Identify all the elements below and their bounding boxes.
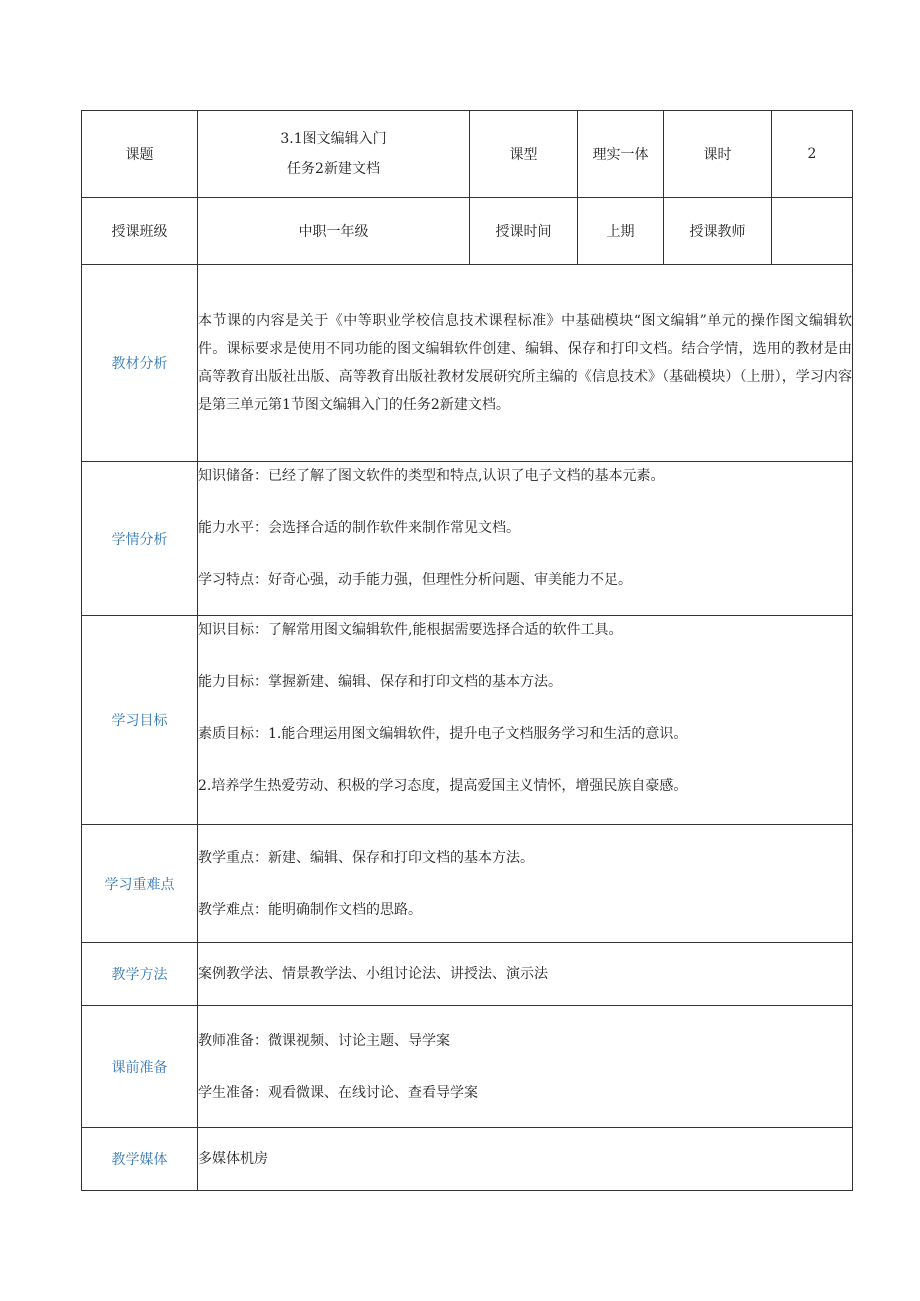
objectives-text <box>198 616 853 825</box>
preparation-label: 课前准备 <box>82 1006 198 1128</box>
preparation-row <box>82 1006 853 1128</box>
topic-label: 课题 <box>82 111 198 198</box>
class-value: 中职一年级 <box>198 198 470 265</box>
media-row <box>82 1128 853 1191</box>
class-row <box>82 198 853 265</box>
teacher-label: 授课教师 <box>664 198 772 265</box>
objectives-row <box>82 616 853 825</box>
material-label: 教材分析 <box>82 265 198 462</box>
type-value: 理实一体 <box>578 111 664 198</box>
objectives-line-3: 素质目标：1.能合理运用图文编辑软件，提升电子文档服务学习和生活的意识。 <box>198 726 688 742</box>
topic-row <box>82 111 853 198</box>
methods-label: 教学方法 <box>82 943 198 1006</box>
keypoints-label: 学习重难点 <box>82 825 198 943</box>
media-text: 多媒体机房 <box>198 1128 853 1191</box>
material-paragraph: 本节课的内容是关于《中等职业学校信息技术课程标准》中基础模块“图文编辑”单元的操作图文编辑软件。课标要求是使用不同功能的图文编辑软件创建、编辑、保存和打印文档。结合学情，选用的教材是由高等教育出版社出版、高等教育出版社教材发展研究所主编的《信息技术》（基础模块）（上册），学习内容是第三单元第1节图文编辑入门的任务2新建文档。 <box>198 313 852 413</box>
learner-line-1: 知识储备：已经了解了图文软件的类型和特点,认识了电子文档的基本元素。 <box>198 468 665 484</box>
learner-text <box>198 462 853 616</box>
objectives-line-2: 能力目标：掌握新建、编辑、保存和打印文档的基本方法。 <box>198 674 562 690</box>
learner-row <box>82 462 853 616</box>
topic-line-1: 3.1图文编辑入门 <box>280 131 387 147</box>
methods-row <box>82 943 853 1006</box>
objectives-line-1: 知识目标：了解常用图文编辑软件,能根据需要选择合适的软件工具。 <box>198 622 623 638</box>
keypoints-line-2: 教学难点：能明确制作文档的思路。 <box>198 901 422 918</box>
learner-line-3: 学习特点：好奇心强，动手能力强，但理性分析问题、审美能力不足。 <box>198 572 632 588</box>
learner-label: 学情分析 <box>82 462 198 616</box>
learner-line-2: 能力水平：会选择合适的制作软件来制作常见文档。 <box>198 520 520 536</box>
keypoints-line-1: 教学重点：新建、编辑、保存和打印文档的基本方法。 <box>198 849 534 866</box>
topic-line-2: 任务2新建文档 <box>287 161 380 177</box>
keypoints-row <box>82 825 853 943</box>
teacher-value <box>772 198 853 265</box>
hours-value: 2 <box>772 111 853 198</box>
objectives-line-4: 2.培养学生热爱劳动、积极的学习态度，提高爱国主义情怀，增强民族自豪感。 <box>198 778 688 794</box>
time-value: 上期 <box>578 198 664 265</box>
preparation-line-2: 学生准备：观看微课、在线讨论、查看导学案 <box>198 1084 478 1101</box>
topic-value <box>198 111 470 198</box>
preparation-line-1: 教师准备：微课视频、讨论主题、导学案 <box>198 1032 450 1049</box>
time-label: 授课时间 <box>470 198 578 265</box>
lesson-plan-table <box>81 110 853 1191</box>
class-label: 授课班级 <box>82 198 198 265</box>
preparation-text <box>198 1006 853 1128</box>
objectives-label: 学习目标 <box>82 616 198 825</box>
material-row <box>82 265 853 462</box>
keypoints-text <box>198 825 853 943</box>
media-label: 教学媒体 <box>82 1128 198 1191</box>
type-label: 课型 <box>470 111 578 198</box>
material-text <box>198 265 853 462</box>
hours-label: 课时 <box>664 111 772 198</box>
methods-text: 案例教学法、情景教学法、小组讨论法、讲授法、演示法 <box>198 943 853 1006</box>
